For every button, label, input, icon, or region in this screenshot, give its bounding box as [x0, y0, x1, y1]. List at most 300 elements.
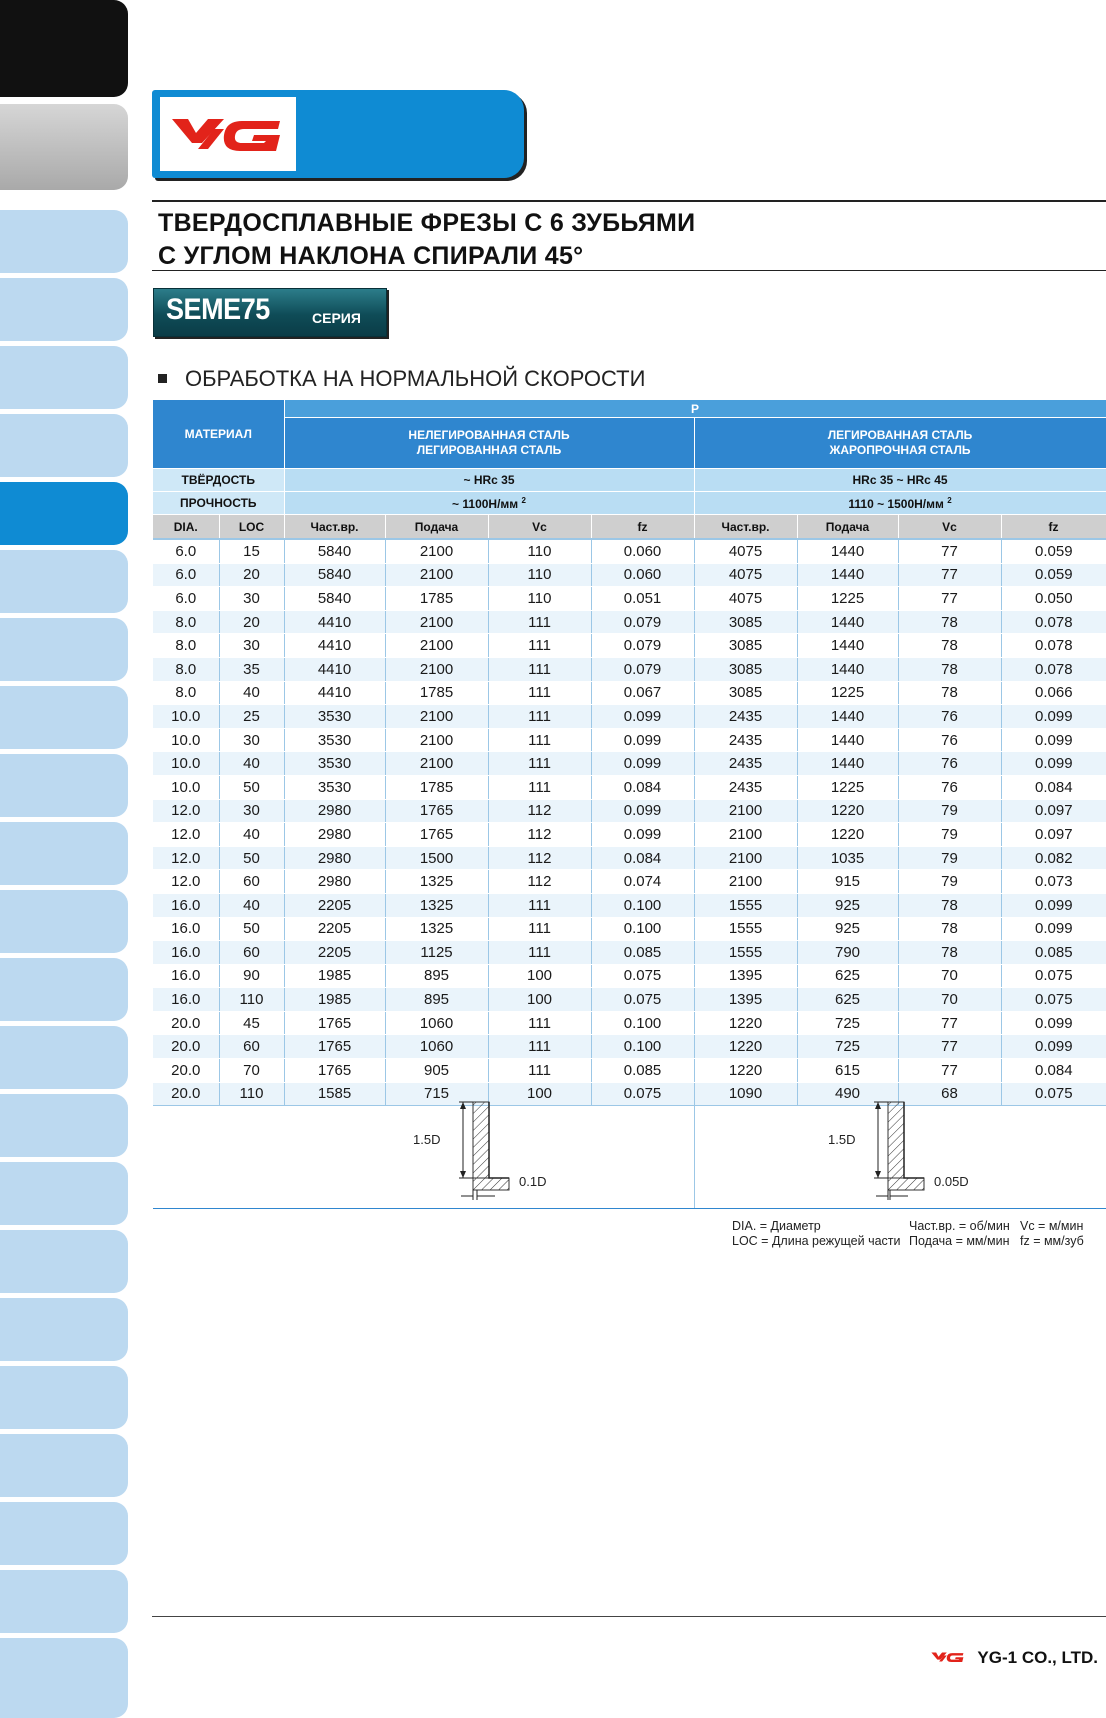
group-b-material-line-1: ЛЕГИРОВАННАЯ СТАЛЬ	[827, 428, 973, 442]
table-cell: 2100	[385, 634, 488, 658]
table-cell: 78	[898, 610, 1001, 634]
side-tab-top[interactable]	[0, 0, 128, 97]
table-cell: 79	[898, 870, 1001, 894]
table-body	[153, 539, 1106, 1106]
table-row	[153, 681, 1106, 705]
table-cell: 1060	[385, 1011, 488, 1035]
table-row	[153, 823, 1106, 847]
table-cell: 79	[898, 799, 1001, 823]
side-tab[interactable]	[0, 1366, 128, 1429]
table-cell: 0.100	[591, 1035, 694, 1059]
table-cell: 0.085	[1001, 941, 1106, 965]
header-hardness-row	[153, 469, 1106, 492]
table-cell: 110	[219, 988, 284, 1012]
side-tab[interactable]	[0, 1502, 128, 1565]
table-cell: 78	[898, 681, 1001, 705]
table-cell: 925	[797, 917, 898, 941]
table-cell: 4075	[694, 587, 797, 611]
table-cell: 112	[488, 846, 591, 870]
table-cell: 1220	[694, 1059, 797, 1083]
table-cell: 12.0	[153, 846, 219, 870]
column-header-row	[153, 515, 1106, 540]
table-cell: 78	[898, 917, 1001, 941]
table-cell: 50	[219, 846, 284, 870]
table-cell: 25	[219, 705, 284, 729]
table-cell: 1765	[284, 1011, 385, 1035]
shoulder-cut-sketch-icon	[816, 1092, 996, 1204]
table-cell: 0.078	[1001, 634, 1106, 658]
table-cell: 0.079	[591, 657, 694, 681]
sketch-b-step-label: 0.05D	[934, 1174, 969, 1189]
group-b-strength-sup: 2	[947, 495, 952, 505]
section-heading	[158, 366, 645, 392]
table-cell: 0.075	[1001, 1082, 1106, 1106]
side-tab[interactable]	[0, 346, 128, 409]
legend-col-3	[1020, 1219, 1084, 1249]
table-cell: 100	[488, 1082, 591, 1106]
table-cell: 725	[797, 1035, 898, 1059]
table-cell: 111	[488, 941, 591, 965]
table-cell: 10.0	[153, 752, 219, 776]
col-header-vc-a: Vc	[488, 515, 591, 540]
table-cell: 1440	[797, 752, 898, 776]
table-cell: 111	[488, 752, 591, 776]
title-rule-bottom	[152, 270, 1106, 271]
side-tab[interactable]	[0, 1570, 128, 1633]
group-a-material-line-2: ЛЕГИРОВАННАЯ СТАЛЬ	[416, 443, 562, 457]
table-cell: 70	[219, 1059, 284, 1083]
table-cell: 1220	[694, 1011, 797, 1035]
table-cell: 70	[898, 964, 1001, 988]
table-cell: 1765	[385, 823, 488, 847]
table-cell: 79	[898, 823, 1001, 847]
group-a-strength	[284, 492, 694, 515]
table-row	[153, 657, 1106, 681]
table-cell: 1765	[284, 1035, 385, 1059]
table-cell: 0.074	[591, 870, 694, 894]
table-cell: 0.075	[591, 964, 694, 988]
table-cell: 0.099	[591, 823, 694, 847]
table-cell: 1785	[385, 587, 488, 611]
table-cell: 0.099	[591, 705, 694, 729]
table-cell: 1225	[797, 775, 898, 799]
table-cell: 1220	[797, 823, 898, 847]
table-cell: 0.082	[1001, 846, 1106, 870]
table-cell: 2435	[694, 728, 797, 752]
table-cell: 12.0	[153, 799, 219, 823]
table-cell: 30	[219, 728, 284, 752]
table-cell: 0.078	[1001, 657, 1106, 681]
table-cell: 905	[385, 1059, 488, 1083]
group-b-strength	[694, 492, 1106, 515]
table-cell: 50	[219, 917, 284, 941]
table-cell: 725	[797, 1011, 898, 1035]
table-cell: 0.100	[591, 893, 694, 917]
table-cell: 6.0	[153, 563, 219, 587]
footer-brand	[927, 1648, 1098, 1668]
table-cell: 925	[797, 893, 898, 917]
table-cell: 45	[219, 1011, 284, 1035]
logo-banner	[152, 90, 524, 178]
table-cell: 895	[385, 964, 488, 988]
series-badge	[153, 288, 387, 337]
logo-box	[160, 97, 296, 171]
group-a-material-line-1: НЕЛЕГИРОВАННАЯ СТАЛЬ	[408, 428, 570, 442]
table-cell: 1440	[797, 705, 898, 729]
table-cell: 0.067	[591, 681, 694, 705]
col-header-feed-a: Подача	[385, 515, 488, 540]
table-cell: 1035	[797, 846, 898, 870]
table-cell: 76	[898, 775, 1001, 799]
table-cell: 615	[797, 1059, 898, 1083]
table-cell: 0.066	[1001, 681, 1106, 705]
table-cell: 16.0	[153, 964, 219, 988]
table-cell: 15	[219, 539, 284, 563]
table-row	[153, 846, 1106, 870]
group-b-material-line-2: ЖАРОПРОЧНАЯ СТАЛЬ	[829, 443, 971, 457]
table-cell: 4410	[284, 681, 385, 705]
table-cell: 3085	[694, 681, 797, 705]
table-cell: 111	[488, 634, 591, 658]
table-cell: 111	[488, 728, 591, 752]
group-a-strength-value: ~ 1100Н/мм	[452, 496, 519, 511]
table-cell: 78	[898, 634, 1001, 658]
table-cell: 6.0	[153, 539, 219, 563]
side-tab[interactable]	[0, 414, 128, 477]
col-header-loc: LOC	[219, 515, 284, 540]
sketch-b-depth-label: 1.5D	[828, 1132, 856, 1147]
table-cell: 2100	[385, 539, 488, 563]
table-cell: 112	[488, 823, 591, 847]
col-header-vc-b: Vc	[898, 515, 1001, 540]
side-tab[interactable]	[0, 1298, 128, 1361]
side-tab[interactable]	[0, 1638, 128, 1718]
table-cell: 0.079	[591, 634, 694, 658]
table-cell: 490	[797, 1082, 898, 1106]
legend-vc: Vc = м/мин	[1020, 1219, 1084, 1233]
table-cell: 10.0	[153, 775, 219, 799]
table-cell: 625	[797, 964, 898, 988]
table-cell: 0.099	[1001, 1011, 1106, 1035]
table-cell: 112	[488, 799, 591, 823]
table-cell: 77	[898, 563, 1001, 587]
header-strength-row	[153, 492, 1106, 515]
table-cell: 0.073	[1001, 870, 1106, 894]
table-cell: 1585	[284, 1082, 385, 1106]
table-cell: 90	[219, 964, 284, 988]
side-tab[interactable]	[0, 754, 128, 817]
table-cell: 1785	[385, 681, 488, 705]
square-bullet-icon	[158, 374, 167, 383]
sketch-a-depth-label: 1.5D	[413, 1132, 441, 1147]
table-cell: 0.099	[1001, 705, 1106, 729]
table-cell: 0.099	[591, 728, 694, 752]
table-cell: 79	[898, 846, 1001, 870]
table-cell: 2205	[284, 941, 385, 965]
footer-company: YG-1 CO., LTD.	[977, 1648, 1098, 1667]
side-tab[interactable]	[0, 822, 128, 885]
table-cell: 1440	[797, 728, 898, 752]
legend-dia: DIA. = Диаметр	[732, 1219, 821, 1233]
table-cell: 1985	[284, 988, 385, 1012]
side-tab[interactable]	[0, 1162, 128, 1225]
group-b-hardness: HRc 35 ~ HRc 45	[694, 469, 1106, 492]
table-row	[153, 964, 1106, 988]
side-tab[interactable]	[0, 618, 128, 681]
table-cell: 915	[797, 870, 898, 894]
table-row	[153, 870, 1106, 894]
table-cell: 110	[488, 563, 591, 587]
group-a-strength-sup: 2	[521, 495, 526, 505]
table-cell: 0.085	[591, 941, 694, 965]
table-row	[153, 634, 1106, 658]
table-cell: 30	[219, 799, 284, 823]
title-rule-top	[152, 200, 1106, 202]
table-cell: 1555	[694, 917, 797, 941]
table-cell: 77	[898, 1011, 1001, 1035]
table-cell: 1125	[385, 941, 488, 965]
table-cell: 100	[488, 964, 591, 988]
material-label: МАТЕРИАЛ	[153, 400, 284, 469]
table-cell: 111	[488, 610, 591, 634]
table-cell: 0.097	[1001, 799, 1106, 823]
table-row	[153, 988, 1106, 1012]
side-tab[interactable]	[0, 958, 128, 1021]
legend-feed: Подача = мм/мин	[909, 1234, 1010, 1248]
table-cell: 0.099	[1001, 752, 1106, 776]
table-cell: 2980	[284, 799, 385, 823]
footer-rule	[152, 1616, 1106, 1617]
table-cell: 1325	[385, 870, 488, 894]
table-row	[153, 563, 1106, 587]
table-cell: 2100	[694, 870, 797, 894]
title-line-2: С УГЛОМ НАКЛОНА СПИРАЛИ 45°	[158, 242, 584, 270]
table-cell: 2100	[385, 705, 488, 729]
table-cell: 2100	[385, 752, 488, 776]
legend-col-2	[909, 1219, 1010, 1249]
table-cell: 20.0	[153, 1082, 219, 1106]
legend-col-1	[732, 1219, 901, 1249]
table-cell: 0.099	[591, 752, 694, 776]
series-suffix: СЕРИЯ	[312, 310, 361, 326]
table-cell: 2100	[385, 657, 488, 681]
table-cell: 10.0	[153, 705, 219, 729]
table-cell: 1395	[694, 964, 797, 988]
table-cell: 0.084	[1001, 1059, 1106, 1083]
side-tab[interactable]	[0, 686, 128, 749]
table-cell: 1440	[797, 539, 898, 563]
table-cell: 40	[219, 893, 284, 917]
table-cell: 1060	[385, 1035, 488, 1059]
table-row	[153, 587, 1106, 611]
table-cell: 12.0	[153, 823, 219, 847]
table-cell: 2100	[694, 799, 797, 823]
table-cell: 20.0	[153, 1011, 219, 1035]
table-cell: 5840	[284, 563, 385, 587]
table-cell: 2100	[694, 846, 797, 870]
table-cell: 4410	[284, 634, 385, 658]
table-cell: 1220	[694, 1035, 797, 1059]
table-cell: 1440	[797, 610, 898, 634]
table-cell: 111	[488, 1011, 591, 1035]
table-cell: 0.099	[591, 799, 694, 823]
table-cell: 1555	[694, 893, 797, 917]
table-row	[153, 539, 1106, 563]
table-cell: 4410	[284, 657, 385, 681]
table-cell: 111	[488, 705, 591, 729]
table-cell: 111	[488, 681, 591, 705]
side-tab[interactable]	[0, 1094, 128, 1157]
section-heading-text: ОБРАБОТКА НА НОРМАЛЬНОЙ СКОРОСТИ	[185, 366, 646, 391]
table-cell: 3530	[284, 752, 385, 776]
group-a-material	[284, 418, 694, 469]
group-b-material	[694, 418, 1106, 469]
table-cell: 1220	[797, 799, 898, 823]
table-cell: 3530	[284, 705, 385, 729]
table-cell: 16.0	[153, 988, 219, 1012]
table-cell: 112	[488, 870, 591, 894]
table-cell: 77	[898, 1035, 1001, 1059]
legend-rpm: Част.вр. = об/мин	[909, 1219, 1010, 1233]
side-tab[interactable]	[0, 550, 128, 613]
table-cell: 20	[219, 610, 284, 634]
table-cell: 110	[488, 539, 591, 563]
table-cell: 0.059	[1001, 563, 1106, 587]
table-cell: 78	[898, 893, 1001, 917]
table-cell: 12.0	[153, 870, 219, 894]
table-row	[153, 917, 1106, 941]
table-cell: 1225	[797, 681, 898, 705]
table-cell: 60	[219, 1035, 284, 1059]
table-cell: 895	[385, 988, 488, 1012]
table-cell: 0.097	[1001, 823, 1106, 847]
table-cell: 0.051	[591, 587, 694, 611]
table-cell: 0.075	[591, 1082, 694, 1106]
table-cell: 1225	[797, 587, 898, 611]
side-tab[interactable]	[0, 1026, 128, 1089]
table-cell: 1765	[385, 799, 488, 823]
side-tab-grey[interactable]	[0, 104, 128, 190]
table-cell: 0.099	[1001, 1035, 1106, 1059]
col-header-fz-b: fz	[1001, 515, 1106, 540]
page-title	[158, 207, 695, 273]
table-cell: 40	[219, 752, 284, 776]
table-cell: 0.059	[1001, 539, 1106, 563]
col-header-dia: DIA.	[153, 515, 219, 540]
side-tab[interactable]	[0, 278, 128, 341]
table-cell: 0.060	[591, 539, 694, 563]
strength-label: ПРОЧНОСТЬ	[153, 492, 284, 515]
table-cell: 0.079	[591, 610, 694, 634]
table-cell: 20.0	[153, 1059, 219, 1083]
table-cell: 8.0	[153, 610, 219, 634]
table-cell: 0.099	[1001, 893, 1106, 917]
table-cell: 1090	[694, 1082, 797, 1106]
table-row	[153, 893, 1106, 917]
table-row	[153, 610, 1106, 634]
table-cell: 40	[219, 681, 284, 705]
group-letter: P	[284, 400, 1106, 418]
table-cell: 3530	[284, 775, 385, 799]
table-cell: 60	[219, 941, 284, 965]
table-cell: 0.099	[1001, 917, 1106, 941]
table-cell: 1325	[385, 893, 488, 917]
table-cell: 1555	[694, 941, 797, 965]
side-tab[interactable]	[0, 890, 128, 953]
table-cell: 0.084	[591, 775, 694, 799]
table-cell: 1395	[694, 988, 797, 1012]
table-cell: 8.0	[153, 681, 219, 705]
table-row	[153, 1011, 1106, 1035]
col-header-feed-b: Подача	[797, 515, 898, 540]
table-cell: 111	[488, 1059, 591, 1083]
table-cell: 35	[219, 657, 284, 681]
table-cell: 2205	[284, 893, 385, 917]
table-row	[153, 705, 1106, 729]
table-cell: 4075	[694, 539, 797, 563]
table-cell: 3530	[284, 728, 385, 752]
table-cell: 2100	[385, 610, 488, 634]
side-tab[interactable]	[0, 210, 128, 273]
table-cell: 77	[898, 587, 1001, 611]
header-material-row	[153, 418, 1106, 469]
table-cell: 0.078	[1001, 610, 1106, 634]
table-cell: 16.0	[153, 893, 219, 917]
table-cell: 1440	[797, 634, 898, 658]
table-cell: 715	[385, 1082, 488, 1106]
table-cell: 2435	[694, 705, 797, 729]
table-row	[153, 1059, 1106, 1083]
side-tab-active[interactable]	[0, 482, 128, 545]
table-cell: 0.100	[591, 1011, 694, 1035]
table-cell: 30	[219, 634, 284, 658]
group-b-strength-value: 1110 ~ 1500Н/мм	[848, 496, 944, 511]
yg-logo-icon	[927, 1649, 969, 1665]
table-cell: 1500	[385, 846, 488, 870]
col-header-rpm-b: Част.вр.	[694, 515, 797, 540]
table-cell: 1440	[797, 563, 898, 587]
table-cell: 3085	[694, 657, 797, 681]
table-cell: 50	[219, 775, 284, 799]
table-cell: 111	[488, 893, 591, 917]
side-tab[interactable]	[0, 1230, 128, 1293]
shoulder-sketch-area	[153, 1088, 1106, 1209]
table-cell: 68	[898, 1082, 1001, 1106]
table-cell: 0.060	[591, 563, 694, 587]
table-cell: 2205	[284, 917, 385, 941]
table-cell: 2100	[694, 823, 797, 847]
title-line-1: ТВЕРДОСПЛАВНЫЕ ФРЕЗЫ С 6 ЗУБЬЯМИ	[158, 209, 696, 237]
table-cell: 76	[898, 728, 1001, 752]
table-row	[153, 941, 1106, 965]
table-cell: 40	[219, 823, 284, 847]
table-cell: 1985	[284, 964, 385, 988]
yg-logo-icon	[168, 107, 288, 161]
table-row	[153, 1035, 1106, 1059]
table-cell: 8.0	[153, 634, 219, 658]
table-cell: 110	[488, 587, 591, 611]
table-cell: 2435	[694, 752, 797, 776]
table-cell: 111	[488, 917, 591, 941]
table-cell: 110	[219, 1082, 284, 1106]
sketch-a-step-label: 0.1D	[519, 1174, 547, 1189]
cutting-data-table	[153, 400, 1106, 1106]
table-cell: 60	[219, 870, 284, 894]
shoulder-cut-sketch-icon	[401, 1092, 581, 1204]
side-tab[interactable]	[0, 1434, 128, 1497]
table-cell: 6.0	[153, 587, 219, 611]
table-cell: 2435	[694, 775, 797, 799]
